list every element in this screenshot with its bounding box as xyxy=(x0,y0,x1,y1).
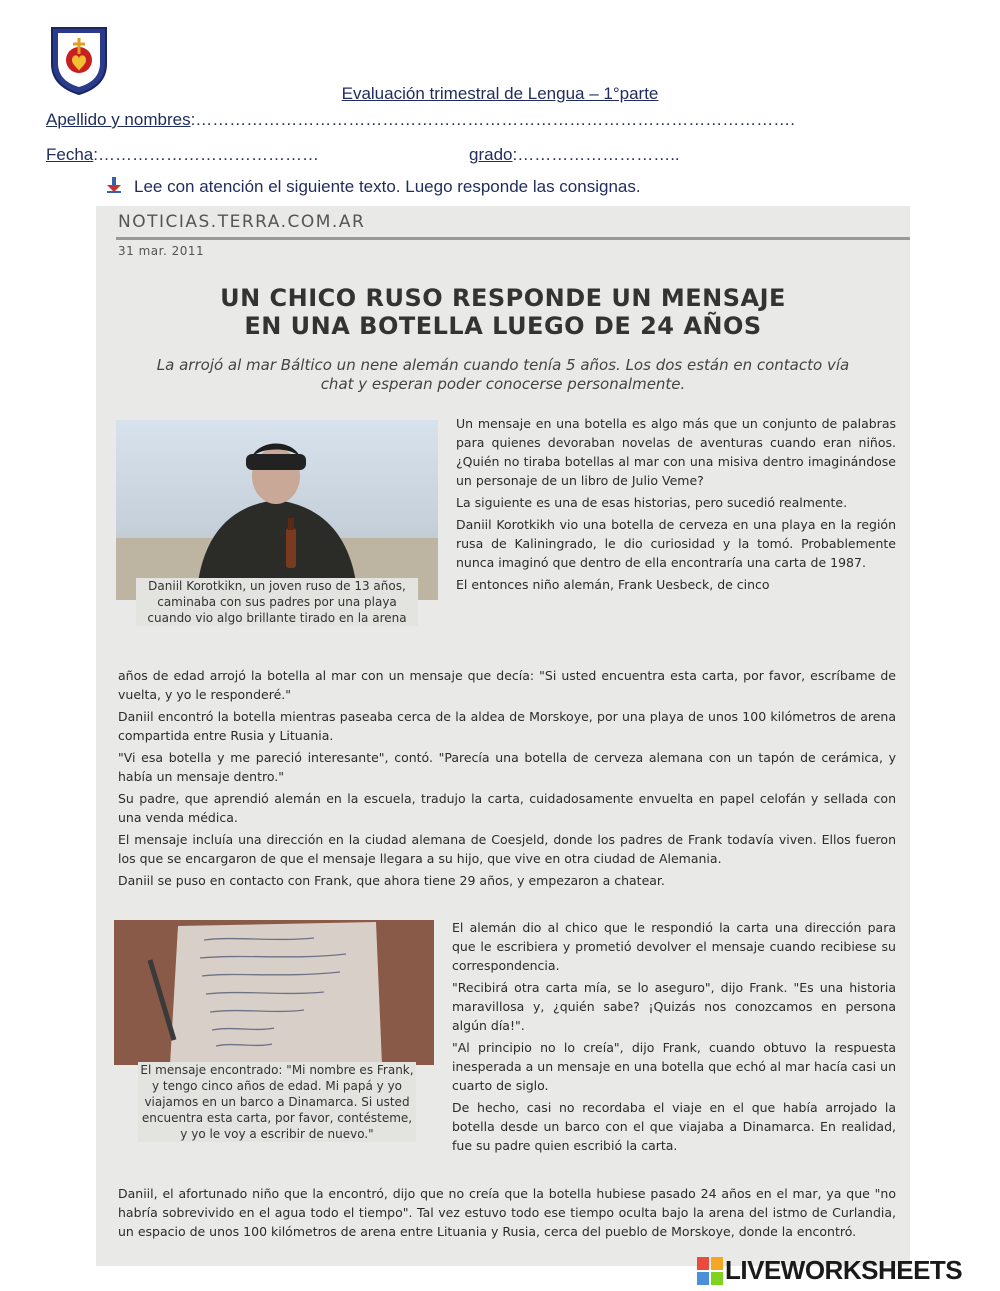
paragraph: años de edad arrojó la botella al mar con un mensaje que decía: "Si usted encuentra esta carta, por favor, escríbame de vuelta, y yo le responderé." xyxy=(118,668,896,702)
news-article-clipping xyxy=(96,206,910,1266)
article-body-2 xyxy=(118,1184,896,1244)
paragraph: Daniil, el afortunado niño que la encontró, dijo que no creía que la botella hubiese pasado 24 años en el mar, ya que "no habría sobrevivido en el agua todo el tiempo". Tal vez estuvo todo ese tiempo oculta bajo la arena del istmo de Curlandia, un espacio de unos 100 kilómetros de arena entre Lituania y Rusia, cerca del pueblo de Morskoye, donde la encontró. xyxy=(118,1186,896,1239)
paragraph: El entonces niño alemán, Frank Uesbeck, de cinco xyxy=(456,577,770,592)
name-label: Apellido y nombres xyxy=(46,110,191,129)
article-column-1 xyxy=(456,414,896,597)
date-label: Fecha xyxy=(46,145,94,164)
paragraph: De hecho, casi no recordaba el viaje en el que había arrojado la botella desde un barco con el que viajaba a Dinamarca. En realidad, fue su padre quien escribió la carta. xyxy=(452,1100,896,1153)
liveworksheets-logo-icon xyxy=(697,1257,723,1285)
date-dotted-line[interactable]: :………………………………… xyxy=(93,145,319,164)
article-headline xyxy=(96,284,910,340)
grade-field[interactable] xyxy=(469,145,680,165)
paragraph: "Vi esa botella y me pareció interesante", contó. "Parecía una botella de cerveza alemana con un tapón de cerámica, y había un mensaje dentro." xyxy=(118,750,896,784)
article-date: 31 mar. 2011 xyxy=(118,244,205,258)
paragraph: La siguiente es una de esas historias, pero sucedió realmente. xyxy=(456,495,848,510)
photo-caption-2: El mensaje encontrado: "Mi nombre es Frank, y tengo cinco años de edad. Mi papá y yo viajamos en un barco a Dinamarca. Si usted encuentra esta carta, por favor, contésteme, y yo le voy a escribir de nuevo." xyxy=(138,1062,416,1142)
paragraph: Daniil encontró la botella mientras paseaba cerca de la aldea de Morskoye, por una playa de unos 100 kilómetros de arena compartida entre Rusia y Lituania. xyxy=(118,709,896,743)
grade-dotted-line[interactable]: :……………………….. xyxy=(512,145,680,164)
watermark-text: LIVEWORKSHEETS xyxy=(725,1255,963,1285)
article-body-1 xyxy=(118,666,896,893)
paragraph: Su padre, que aprendió alemán en la escuela, tradujo la carta, cuidadosamente envuelta en papel celofán y sellada con una venda médica. xyxy=(118,791,896,825)
paragraph: "Recibirá otra carta mía, se lo aseguro", dijo Frank. "Es una historia maravillosa y, ¿quién sabe? ¡Quizás nos conozcamos en persona algún día!". xyxy=(452,980,896,1033)
paragraph: El alemán dio al chico que le respondió la carta una dirección para que le escribiera y prometió devolver el mensaje cuando recibiese su correspondencia. xyxy=(452,920,896,973)
grade-label: grado xyxy=(469,145,513,164)
paragraph: "Al principio no lo creía", dijo Frank, cuando obtuvo la respuesta inesperada a un mensaje en una botella que echó al mar hacía casi un cuarto de siglo. xyxy=(452,1040,896,1093)
evaluation-title: Evaluación trimestral de Lengua – 1°parte xyxy=(341,84,659,103)
paragraph: Un mensaje en una botella es algo más que un conjunto de palabras para quienes devoraban novelas de aventuras cuando eran niños. ¿Quién no tiraba botellas al mar con una misiva dentro imaginándose un personaje de un libro de Julio Veme? xyxy=(456,416,896,488)
headline-line-2: EN UNA BOTELLA LUEGO DE 24 AÑOS xyxy=(244,312,762,340)
headline-line-1: UN CHICO RUSO RESPONDE UN MENSAJE xyxy=(220,284,786,312)
instruction xyxy=(106,177,641,197)
paragraph: Daniil se puso en contacto con Frank, que ahora tiene 29 años, y empezaron a chatear. xyxy=(118,873,665,888)
date-field[interactable] xyxy=(46,145,319,165)
liveworksheets-watermark xyxy=(697,1255,997,1287)
instruction-text: Lee con atención el siguiente texto. Luego responde las consignas. xyxy=(134,177,641,196)
article-subheading: La arrojó al mar Báltico un nene alemán cuando tenía 5 años. Los dos están en contacto vía chat y esperan poder conocerse personalmente. xyxy=(156,356,850,393)
name-dotted-line[interactable]: :……………………………………………………………………………………………. xyxy=(190,110,796,129)
article-source: NOTICIAS.TERRA.COM.AR xyxy=(118,212,366,232)
paragraph: El mensaje incluía una dirección en la ciudad alemana de Coesjeld, donde los padres de Frank todavía viven. Ellos fueron los que se encargaron de que el mensaje llegara a su hijo, que vive en otra ciudad de Alemania. xyxy=(118,832,896,866)
article-column-2 xyxy=(452,918,896,1158)
paragraph: Daniil Korotkikh vio una botella de cerveza en una playa en la región rusa de Kaliningrado, le dio curiosidad y la tomó. Probablemente nunca imaginó que dentro de ella encontraría una carta de 1987. xyxy=(456,517,896,570)
name-field[interactable] xyxy=(46,110,795,130)
arrow-bullet-icon xyxy=(106,177,122,193)
photo-caption-1: Daniil Korotkikn, un joven ruso de 13 años, caminaba con sus padres por una playa cuando vio algo brillante tirado en la arena xyxy=(136,578,418,626)
boy-with-bottle-photo xyxy=(116,420,438,600)
letter-photo xyxy=(114,920,434,1065)
source-divider xyxy=(116,237,910,240)
